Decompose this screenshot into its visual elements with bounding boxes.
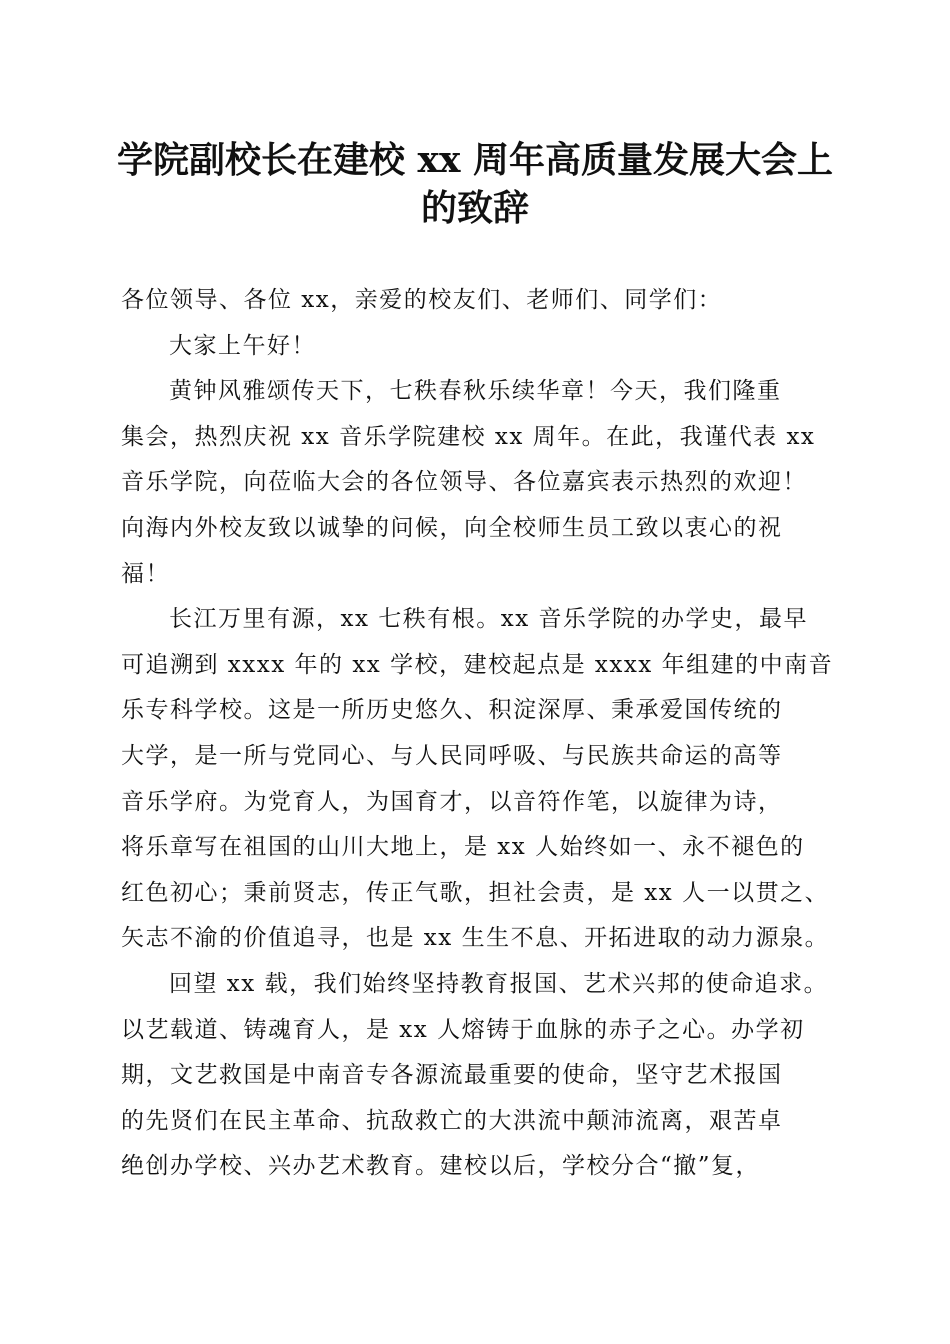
document-title [100,136,850,232]
paragraph-3-line: 期，文艺救国是中南音专各源流最重要的使命，坚守艺术报国 [121,1062,783,1089]
greeting-line: 大家上午好！ [169,332,316,359]
paragraph-1-line: 福！ [121,560,170,587]
paragraph-3-line: 绝创办学校、兴办艺术教育。建校以后，学校分合“撤”复， [121,1153,761,1180]
paragraph-1-line: 向海内外校友致以诚挚的问候，向全校师生员工致以衷心的祝 [121,514,783,541]
paragraph-1-line: 集会，热烈庆祝 xx 音乐学院建校 xx 周年。在此，我谨代表 xx [121,423,816,450]
title-line-2: 的致辞 [420,187,529,229]
paragraph-3-line: 回望 xx 载，我们始终坚持教育报国、艺术兴邦的使命追求。 [169,970,829,997]
paragraph-2-line: 将乐章写在祖国的山川大地上，是 xx 人始终如一、永不褪色的 [121,834,805,861]
paragraph-2-line: 红色初心；秉前贤志，传正气歌，担社会责，是 xx 人一以贯之、 [121,879,830,906]
title-line-1: 学院副校长在建校 xx 周年高质量发展大会上 [117,139,833,181]
paragraph-2-line: 可追溯到 xxxx 年的 xx 学校，建校起点是 xxxx 年组建的中南音 [121,651,834,678]
paragraph-3-line: 的先贤们在民主革命、抗敌救亡的大洪流中颠沛流离，艰苦卓 [121,1107,783,1134]
salutation-line: 各位领导、各位 xx，亲爱的校友们、老师们、同学们： [121,287,723,313]
paragraph-1-line: 黄钟风雅颂传天下，七秩春秋乐续华章！今天，我们隆重 [169,378,782,405]
paragraph-2-line: 大学，是一所与党同心、与人民同呼吸、与民族共命运的高等 [121,742,783,769]
paragraph-2-line: 音乐学府。为党育人，为国育才，以音符作笔，以旋律为诗， [121,788,783,815]
paragraph-2-line: 长江万里有源，xx 七秩有根。xx 音乐学院的办学史，最早 [169,606,809,633]
paragraph-1-line: 音乐学院，向莅临大会的各位领导、各位嘉宾表示热烈的欢迎！ [121,469,807,496]
paragraph-2-line: 矢志不渝的价值追寻，也是 xx 生生不息、开拓进取的动力源泉。 [121,925,830,952]
paragraph-2-line: 乐专科学校。这是一所历史悠久、积淀深厚、秉承爱国传统的 [121,697,783,724]
paragraph-3-line: 以艺载道、铸魂育人，是 xx 人熔铸于血脉的赤子之心。办学初 [121,1016,805,1043]
document-body [121,278,841,1190]
